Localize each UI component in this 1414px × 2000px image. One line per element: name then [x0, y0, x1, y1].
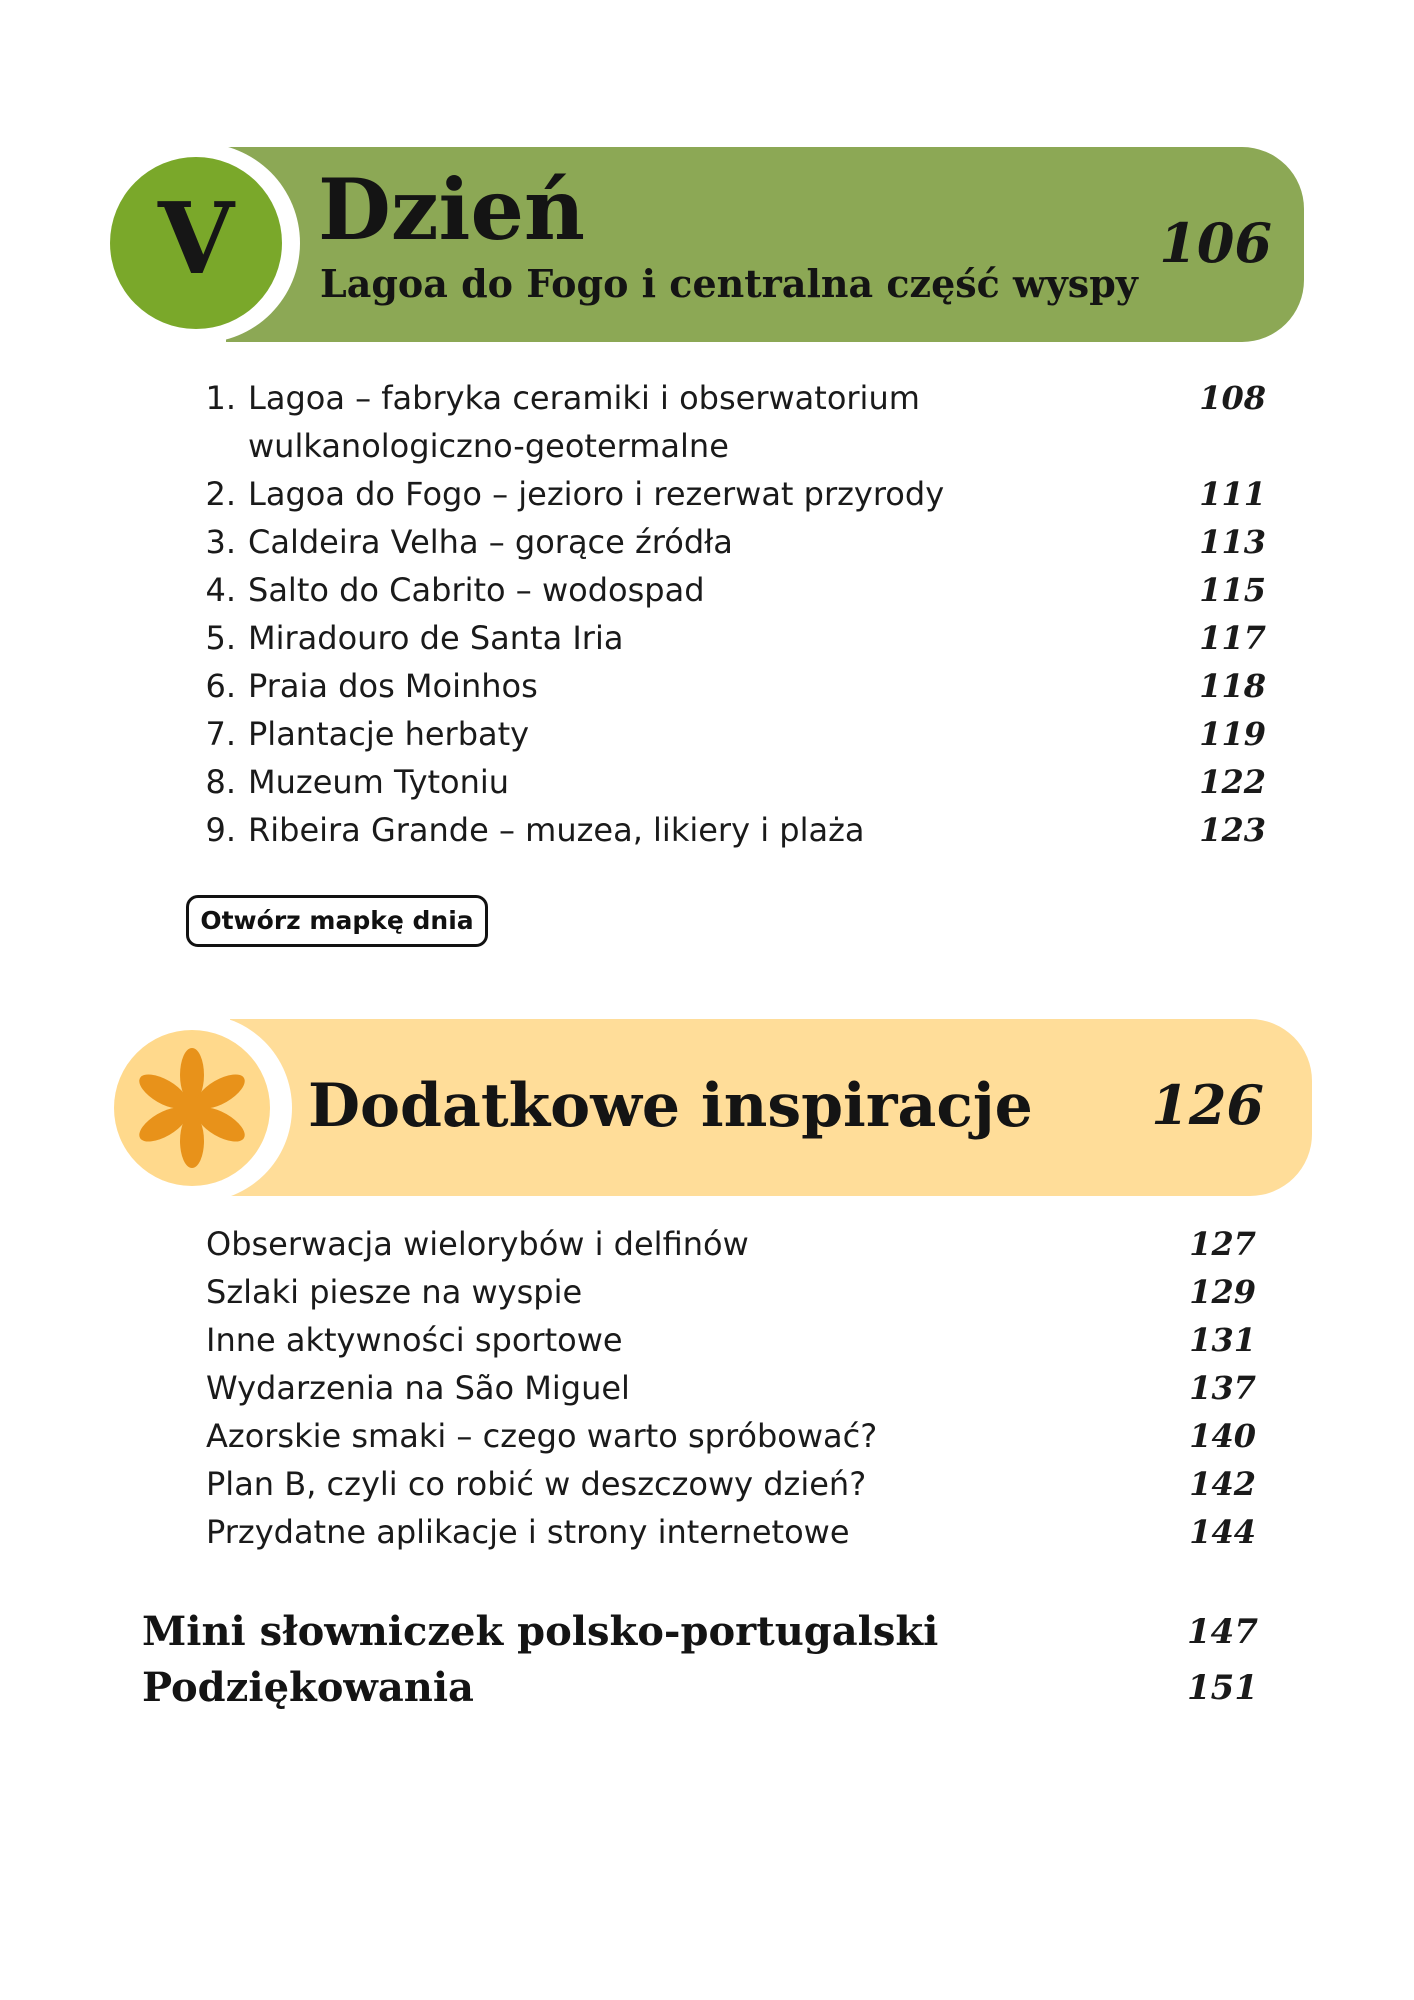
toc-item-page: 151 — [1187, 1668, 1258, 1708]
toc-item-label: Podziękowania — [142, 1664, 474, 1711]
toc-item-page: 137 — [1189, 1369, 1256, 1407]
toc-item[interactable] — [0, 1508, 1414, 1556]
chapter-number: V — [157, 182, 235, 297]
toc-item-number: 7. — [205, 715, 236, 753]
toc-item[interactable] — [0, 1412, 1414, 1460]
toc-item-page: 113 — [1199, 523, 1266, 561]
toc-item[interactable] — [0, 1660, 1414, 1716]
toc-item[interactable] — [0, 1460, 1414, 1508]
toc-item[interactable] — [0, 1220, 1414, 1268]
toc-item-page: 123 — [1199, 811, 1266, 849]
toc-item-page: 118 — [1199, 667, 1266, 705]
toc-item[interactable] — [0, 1364, 1414, 1412]
toc-item-label: wulkanologiczno-geotermalne — [248, 427, 729, 465]
toc-item[interactable] — [0, 710, 1414, 758]
toc-item-label: Wydarzenia na São Miguel — [206, 1369, 630, 1407]
toc-item-label: Plan B, czyli co robić w deszczowy dzień? — [206, 1465, 867, 1503]
toc-item-label: Inne aktywności sportowe — [206, 1321, 623, 1359]
toc-item-label: Przydatne aplikacje i strony internetowe — [206, 1513, 850, 1551]
toc-item-number: 8. — [205, 763, 236, 801]
chapter-title: Dzień — [318, 160, 585, 259]
toc-item-label: Azorskie smaki – czego warto spróbować? — [206, 1417, 878, 1455]
toc-item-page: 108 — [1199, 379, 1266, 417]
toc-item-number: 4. — [205, 571, 236, 609]
toc-item-page: 127 — [1189, 1225, 1256, 1263]
toc-item-label: Plantacje herbaty — [248, 715, 530, 753]
toc-item-page: 115 — [1199, 571, 1266, 609]
toc-item[interactable] — [0, 470, 1414, 518]
toc-item-page: 111 — [1199, 475, 1266, 513]
toc-item-page: 144 — [1189, 1513, 1256, 1551]
toc-item-page: 131 — [1189, 1321, 1256, 1359]
toc-item-label: Obserwacja wielorybów i delfinów — [206, 1225, 749, 1263]
toc-item-number: 6. — [205, 667, 236, 705]
toc-item-number: 1. — [205, 379, 236, 417]
toc-item-continuation — [0, 422, 1414, 470]
extras-page-number: 126 — [1151, 1073, 1264, 1137]
toc-item-page: 129 — [1189, 1273, 1256, 1311]
toc-item-label: Muzeum Tytoniu — [248, 763, 510, 801]
toc-item[interactable] — [0, 1268, 1414, 1316]
toc-item-label: Ribeira Grande – muzea, likiery i plaża — [248, 811, 865, 849]
toc-item-page: 122 — [1199, 763, 1266, 801]
toc-item-label: Mini słowniczek polsko-portugalski — [142, 1608, 939, 1655]
toc-item-page: 142 — [1189, 1465, 1256, 1503]
toc-item-label: Lagoa do Fogo – jezioro i rezerwat przyrody — [248, 475, 945, 513]
toc-item[interactable] — [0, 566, 1414, 614]
toc-item[interactable] — [0, 374, 1414, 422]
toc-item[interactable] — [0, 1316, 1414, 1364]
toc-item-label: Miradouro de Santa Iria — [248, 619, 624, 657]
toc-item[interactable] — [0, 1604, 1414, 1660]
flower-icon — [130, 1046, 254, 1170]
toc-item-label: Szlaki piesze na wyspie — [206, 1273, 583, 1311]
toc-item-number: 9. — [205, 811, 236, 849]
toc-item-page: 119 — [1199, 715, 1266, 753]
toc-item-label: Praia dos Moinhos — [248, 667, 538, 705]
toc-item-label: Salto do Cabrito – wodospad — [248, 571, 705, 609]
open-day-map-button[interactable]: Otwórz mapkę dnia — [186, 895, 488, 947]
toc-item[interactable] — [0, 806, 1414, 854]
toc-item-page: 117 — [1199, 619, 1266, 657]
toc-item[interactable] — [0, 662, 1414, 710]
toc-item[interactable] — [0, 518, 1414, 566]
chapter-page-number: 106 — [1159, 211, 1272, 275]
chapter-subtitle: Lagoa do Fogo i centralna część wyspy — [320, 261, 1138, 306]
toc-item-page: 140 — [1189, 1417, 1256, 1455]
toc-item-page: 147 — [1187, 1612, 1258, 1652]
toc-item-label: Lagoa – fabryka ceramiki i obserwatorium — [248, 379, 920, 417]
toc-item-number: 5. — [205, 619, 236, 657]
toc-item-number: 3. — [205, 523, 236, 561]
toc-item-label: Caldeira Velha – gorące źródła — [248, 523, 733, 561]
toc-item[interactable] — [0, 614, 1414, 662]
extras-title: Dodatkowe inspiracje — [308, 1071, 1033, 1141]
toc-item-number: 2. — [205, 475, 236, 513]
toc-item[interactable] — [0, 758, 1414, 806]
